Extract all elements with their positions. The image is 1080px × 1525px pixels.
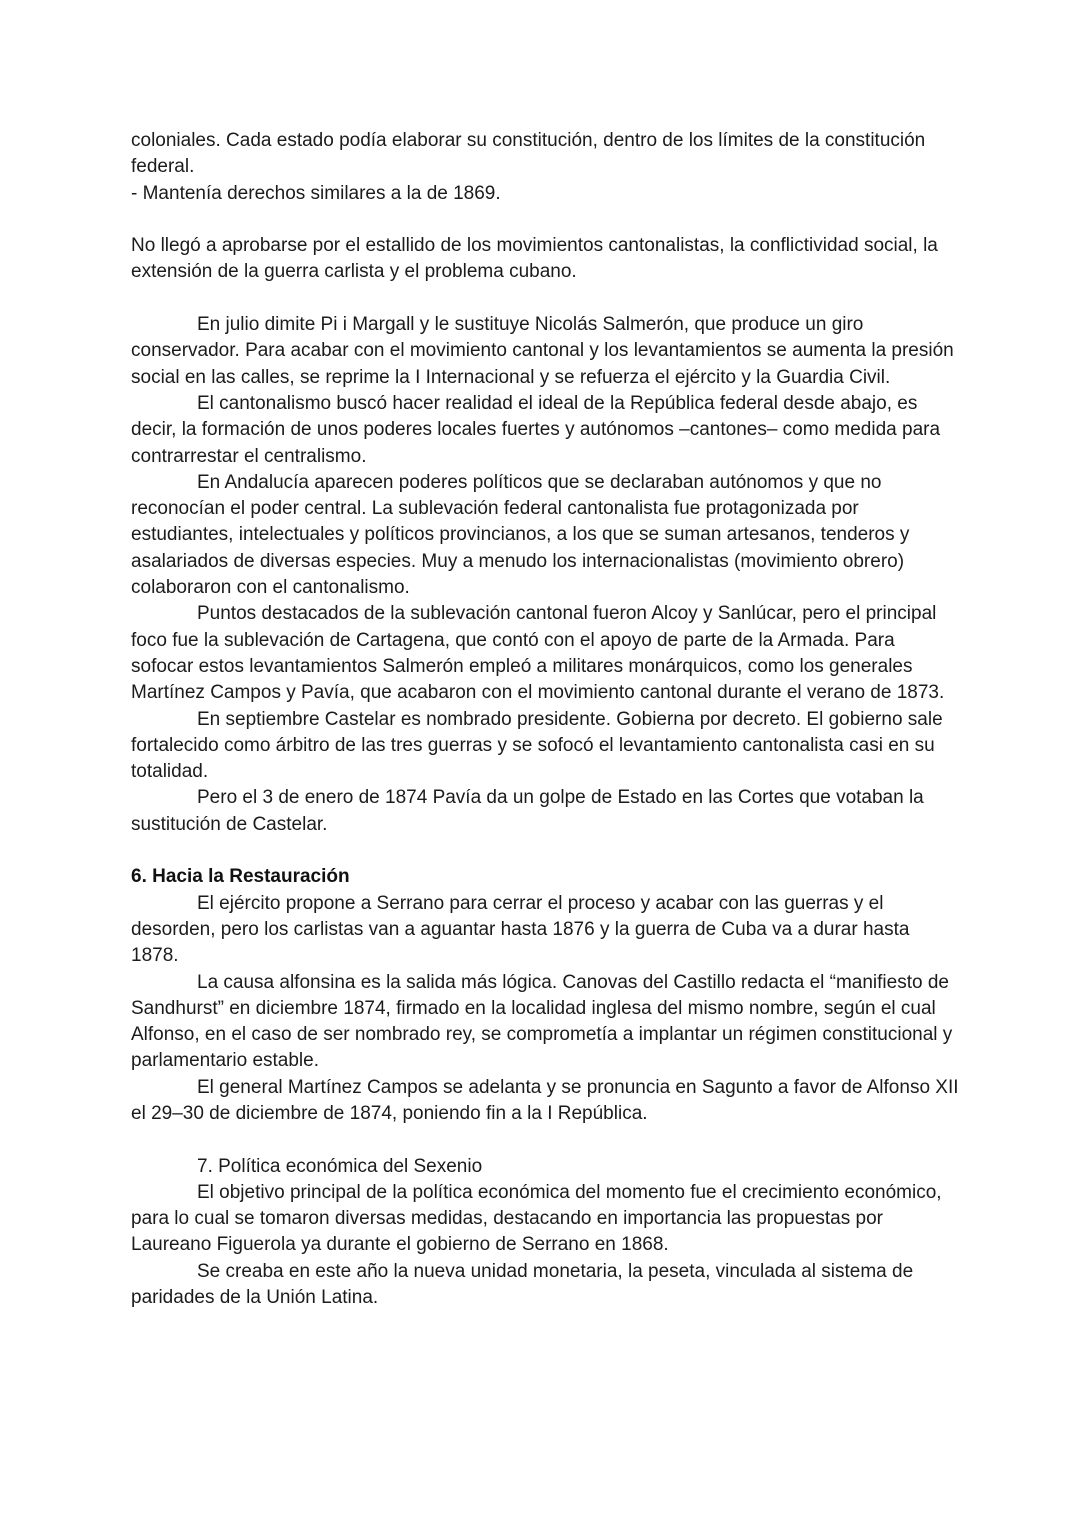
paragraph: El objetivo principal de la política económica del momento fue el crecimiento económico, para lo cual se tomaron diversas medidas, destacando en importancia las propuestas por Laureano Figuerola ya durante el gobierno de Serrano en 1868. <box>131 1181 942 1256</box>
paragraph-spacer <box>131 1127 961 1153</box>
paragraph: coloniales. Cada estado podía elaborar su constitución, dentro de los límites de la constitución federal. <box>131 130 926 178</box>
paragraph-spacer <box>131 286 961 312</box>
paragraph: Pero el 3 de enero de 1874 Pavía da un golpe de Estado en las Cortes que votaban la sustitución de Castelar. <box>131 787 924 835</box>
paragraph: Se creaba en este año la nueva unidad monetaria, la peseta, vinculada al sistema de paridades de la Unión Latina. <box>131 1260 914 1309</box>
paragraph-spacer <box>131 207 961 233</box>
paragraph: No llegó a aprobarse por el estallido de los movimientos cantonalistas, la conflictividad social, la extensión de la guerra carlista y el problema cubano. <box>131 235 938 283</box>
paragraph-spacer <box>131 838 961 864</box>
paragraph: En septiembre Castelar es nombrado presidente. Gobierna por decreto. El gobierno sale fortalecido como árbitro de las tres guerras y se sofocó el levantamiento cantonalista casi en su totalidad. <box>131 708 943 783</box>
paragraph: El ejército propone a Serrano para cerrar el proceso y acabar con las guerras y el desorden, pero los carlistas van a aguantar hasta 1876 y la guerra de Cuba va a durar hasta 1878. <box>131 892 910 967</box>
document-page <box>131 128 961 1311</box>
paragraph: - Mantenía derechos similares a la de 1869. <box>131 182 501 204</box>
paragraph: En Andalucía aparecen poderes políticos que se declaraban autónomos y que no reconocían el poder central. La sublevación federal cantonalista fue protagonizada por estudiantes, intelectuales y políticos provincianos, a los que se suman artesanos, tenderos y asalariados de diversas especies. Muy a menudo los internacionalistas (movimiento obrero) colaboraron con el cantonalismo. <box>131 471 910 599</box>
paragraph: En julio dimite Pi i Margall y le sustituye Nicolás Salmerón, que produce un giro conservador. Para acabar con el movimiento cantonal y los levantamientos se aumenta la presión social en las calles, se reprime la I Internacional y se refuerza el ejército y la Guardia Civil. <box>131 314 954 388</box>
paragraph: La causa alfonsina es la salida más lógica. Canovas del Castillo redacta el “manifiesto de Sandhurst” en diciembre 1874, firmado en la localidad inglesa del mismo nombre, según el cual Alfonso, en el caso de ser nombrado rey, se comprometía a implantar un régimen constitucional y parlamentario estable. <box>131 971 953 1072</box>
paragraph: El general Martínez Campos se adelanta y se pronuncia en Sagunto a favor de Alfonso XII el 29–30 de diciembre de 1874, poniendo fin a la I República. <box>131 1076 959 1124</box>
paragraph: El cantonalismo buscó hacer realidad el ideal de la República federal desde abajo, es decir, la formación de unos poderes locales fuertes y autónomos –cantones– como medida para contrarrestar el centralismo. <box>131 392 941 467</box>
paragraph: 7. Política económica del Sexenio <box>197 1155 483 1177</box>
section-heading: 6. Hacia la Restauración <box>131 866 350 888</box>
paragraph: Puntos destacados de la sublevación cantonal fueron Alcoy y Sanlúcar, pero el principal foco fue la sublevación de Cartagena, que contó con el apoyo de parte de la Armada. Para sofocar estos levantamientos Salmerón empleó a militares monárquicos, como los generales Martínez Campos y Pavía, que acabaron con el movimiento cantonal durante el verano de 1873. <box>131 603 945 704</box>
